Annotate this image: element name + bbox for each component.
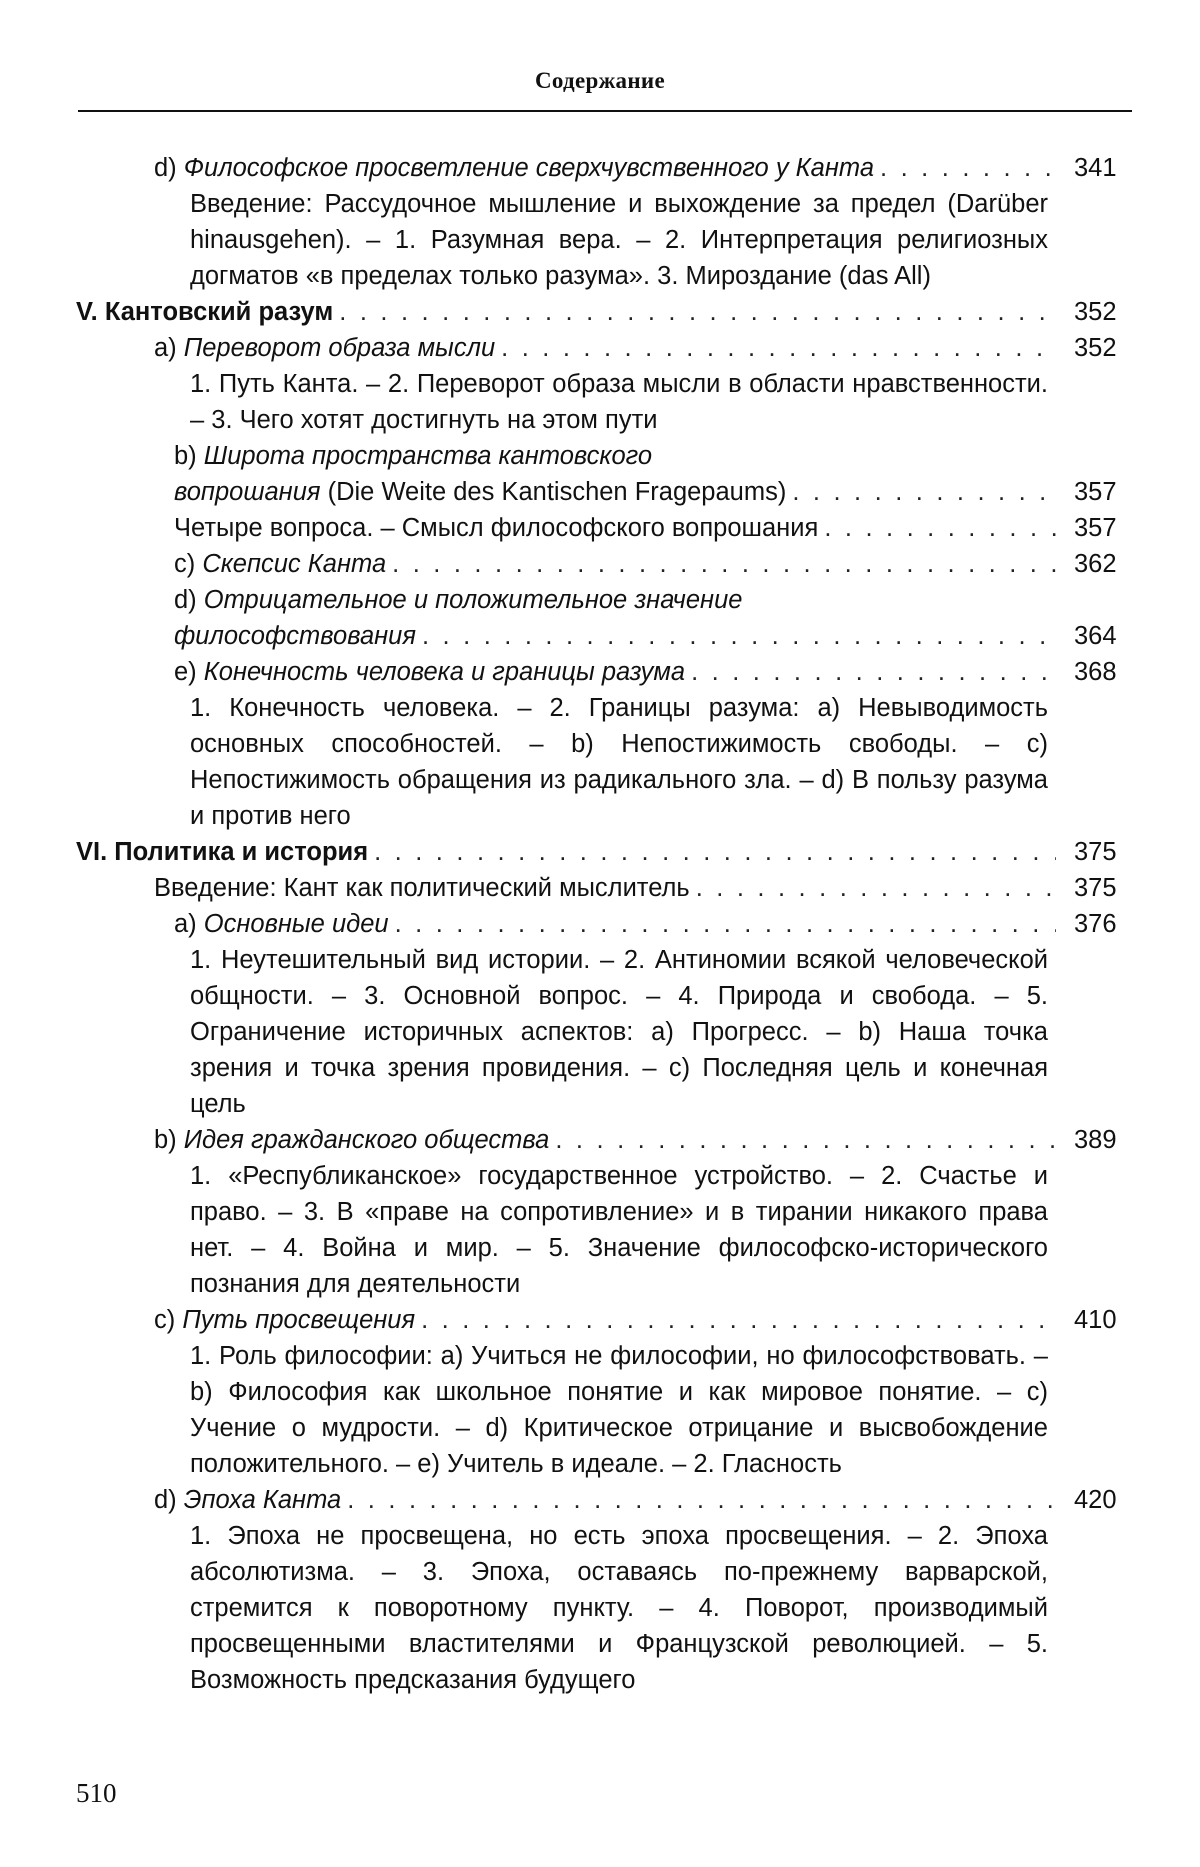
toc-entry-label: d)	[174, 586, 204, 614]
toc-entry-label: с)	[154, 1306, 183, 1334]
toc-entry-part-5[interactable]	[0, 294, 1200, 330]
leader-dots	[691, 654, 1056, 690]
header-rule	[78, 110, 1132, 112]
page-number: 352	[1074, 298, 1117, 326]
toc-entry-description: 1. Эпоха не просвещена, но есть эпоха просвещения. – 2. Эпоха абсолютизма. – 3. Эпоха, оставаясь по-прежнему варварской, стремится к поворотному пункту. – 4. Поворот, производимый просвещенными властителями и Французской революцией. – 5. Возможность предсказания будущего	[190, 1522, 1048, 1694]
page-number: 357	[1074, 478, 1117, 506]
toc-entry-title	[174, 546, 386, 582]
leader-dots	[880, 150, 1056, 186]
leader-dots	[696, 870, 1056, 906]
toc-entry-heading: Эпоха Канта	[183, 1486, 342, 1514]
toc-entry-title-line1	[174, 438, 652, 474]
leader-dots	[792, 474, 1056, 510]
leader-dots	[421, 1302, 1056, 1338]
toc-entry-description: 1. «Республиканское» государственное устройство. – 2. Счастье и право. – 3. В «праве на сопротивление» и в тирании никакого права нет. – 4. Война и мир. – 5. Значение философско-исторического познания для деятельности	[190, 1162, 1048, 1298]
page-number: 368	[1074, 658, 1117, 686]
toc-entry-label: d)	[154, 154, 184, 182]
leader-dots	[347, 1482, 1056, 1518]
toc-entry-5e[interactable]	[0, 654, 1200, 834]
leader-dots	[374, 834, 1056, 870]
toc-entry-label: d)	[154, 1486, 184, 1514]
page-number: 389	[1074, 1126, 1117, 1154]
toc-entry-title	[154, 150, 874, 186]
toc-entry-heading: Скепсис Канта	[202, 550, 387, 578]
toc-entry-label: а)	[154, 334, 184, 362]
toc-entry-heading: Путь просвещения	[182, 1306, 416, 1334]
toc-entry-5d[interactable]	[0, 582, 1200, 654]
page-folio: 510	[76, 1778, 117, 1808]
leader-dots	[422, 618, 1056, 654]
toc-entry-6-intro[interactable]	[0, 870, 1200, 906]
toc-entry-6b[interactable]	[0, 1122, 1200, 1302]
toc-entry-title	[174, 906, 389, 942]
leader-dots	[824, 510, 1056, 546]
toc-entry-german-title: (Die Weite des Kantischen Fragераums)	[320, 478, 787, 506]
toc-entry-label: b)	[154, 1126, 184, 1154]
toc-entry-kant-enlightenment[interactable]	[0, 150, 1200, 294]
toc-entry-heading: Основные идеи	[203, 910, 389, 938]
toc-entry-description: 1. Неутешительный вид истории. – 2. Антиномии всякой человеческой общности. – 3. Основной вопрос. – 4. Природа и свобода. – 5. Ограничение историчных аспектов: а) Прогресс. – b) Наша точка зрения и точка зрения провидения. – с) Последняя цель и конечная цель	[190, 946, 1048, 1118]
page-number: 352	[1074, 334, 1117, 362]
toc-subentry-title: Четыре вопроса. – Смысл философского вопрошания	[174, 514, 819, 542]
leader-dots	[392, 546, 1056, 582]
toc-entry-heading: Широта пространства кантовского	[203, 442, 653, 470]
leader-dots	[395, 906, 1056, 942]
page-number: 420	[1074, 1486, 1117, 1514]
toc-entry-label: а)	[174, 910, 204, 938]
toc-entry-6a[interactable]	[0, 906, 1200, 1122]
toc-entry-description: 1. Конечность человека. – 2. Границы разума: а) Невыводимость основных способностей. – b) Непостижимость свободы. – с) Непостижимость обращения из радикального зла. – d) В пользу разума и против него	[190, 694, 1048, 830]
page-number: 357	[1074, 514, 1117, 542]
running-head: Содержание	[535, 68, 665, 93]
toc-part-title: V. Кантовский разум	[76, 298, 334, 326]
toc-entry-heading: Философское просветление сверхчувственного у Канта	[183, 154, 875, 182]
toc-entry-label: b)	[174, 442, 204, 470]
toc-entry-title	[154, 1122, 549, 1158]
toc-entry-part-6[interactable]	[0, 834, 1200, 870]
toc-entry-description: 1. Роль философии: а) Учиться не философии, но философствовать. – b) Философия как школьное понятие и как мировое понятие. – с) Учение о мудрости. – d) Критическое отрицание и высвобождение положительного. – е) Учитель в идеале. – 2. Гласность	[190, 1342, 1048, 1478]
page-number: 410	[1074, 1306, 1117, 1334]
page-number: 376	[1074, 910, 1117, 938]
leader-dots	[555, 1122, 1056, 1158]
page-number: 375	[1074, 838, 1117, 866]
toc-entry-title	[174, 654, 685, 690]
toc-entry-title	[154, 1302, 415, 1338]
toc-entry-5c[interactable]	[0, 546, 1200, 582]
toc-entry-title-line2	[174, 474, 786, 510]
toc-entry-title	[154, 1482, 341, 1518]
toc-entry-label: с)	[174, 550, 203, 578]
toc-entry-6d[interactable]	[0, 1482, 1200, 1698]
toc-entry-5b[interactable]	[0, 438, 1200, 546]
toc-part-title: VI. Политика и история	[76, 838, 369, 866]
toc-entry-title-line1	[174, 582, 742, 618]
toc-entry-heading: Идея гражданского общества	[183, 1126, 550, 1154]
toc-entry-title: Введение: Кант как политический мыслитель	[154, 874, 690, 902]
toc-entry-description: 1. Путь Канта. – 2. Переворот образа мысли в области нравственности. – 3. Чего хотят достигнуть на этом пути	[190, 370, 1048, 434]
toc-entry-title-line2: философствования	[174, 622, 416, 650]
toc-entry-heading-cont: вопрошания	[174, 478, 321, 506]
toc-entry-6c[interactable]	[0, 1302, 1200, 1482]
toc-entry-5a[interactable]	[0, 330, 1200, 438]
page-number: 375	[1074, 874, 1117, 902]
table-of-contents	[0, 150, 1200, 1698]
leader-dots	[339, 294, 1056, 330]
toc-entry-description: Введение: Рассудочное мышление и выхождение за предел (Darüber hinausgehen). – 1. Разумная вера. – 2. Интерпретация религиозных догматов «в пределах только разума». 3. Мироздание (das All)	[190, 190, 1048, 290]
page-number: 341	[1074, 154, 1117, 182]
toc-entry-heading: Отрицательное и положительное значение	[203, 586, 743, 614]
page-number: 362	[1074, 550, 1117, 578]
toc-entry-heading: Переворот образа мысли	[183, 334, 496, 362]
toc-entry-heading: Конечность человека и границы разума	[203, 658, 686, 686]
page-number: 364	[1074, 622, 1117, 650]
toc-entry-title	[154, 330, 495, 366]
toc-entry-label: е)	[174, 658, 204, 686]
leader-dots	[501, 330, 1056, 366]
